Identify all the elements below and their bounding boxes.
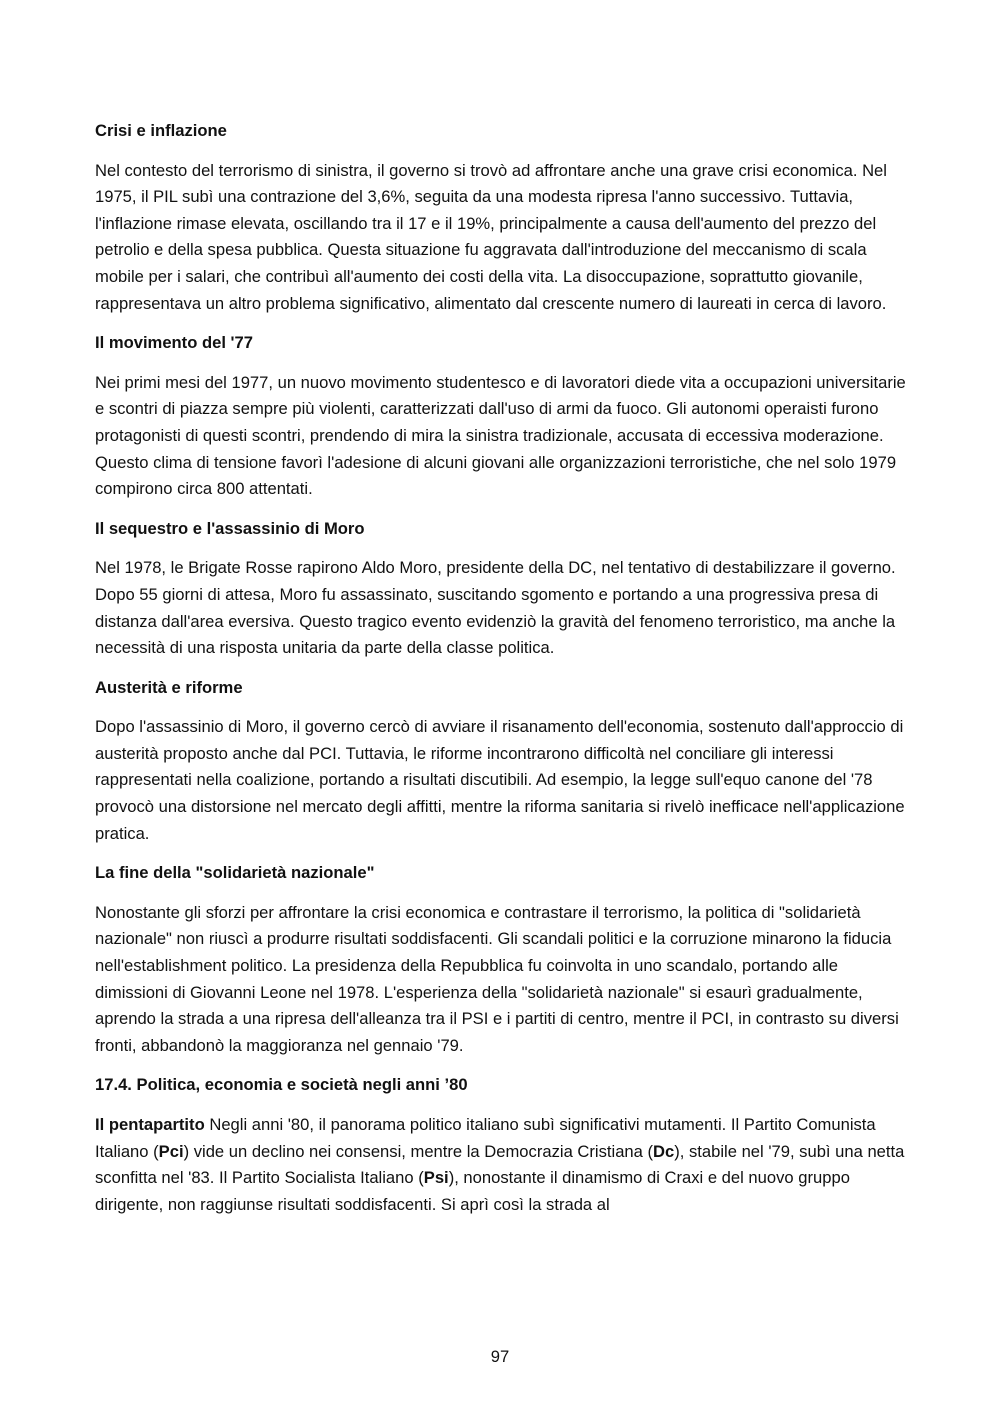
paragraph-fine-solidarieta: Nonostante gli sforzi per affrontare la crisi economica e contrastare il terrorismo, la politica di "solidarietà nazionale" non riuscì a produrre risultati soddisfacenti. Gli scandali politici e la corruzione minarono la fiducia nell'establishment politico. La presidenza della Repubblica fu coinvolta in uno scandalo, portando alle dimissioni di Giovanni Leone nel 1978. L'esperienza della "solidarietà nazionale" si esaurì gradualmente, aprendo la strada a una ripresa dell'alleanza tra il PSI e i partiti di centro, mentre il PCI, in contrasto su diversi fronti, abbandonò la maggioranza nel gennaio '79. bbox=[95, 902, 899, 1055]
document-page bbox=[95, 118, 907, 1231]
paragraph-movimento-77: Nei primi mesi del 1977, un nuovo movimento studentesco e di lavoratori diede vita a occupazioni universitarie e scontri di piazza sempre più violenti, caratterizzati dall'uso di armi da fuoco. Gli autonomi operaisti furono protagonisti di questi scontri, prendendo di mira la sinistra tradizionale, accusata di eccessiva moderazione. Questo clima di tensione favorì l'adesione di alcuni giovani alle organizzazioni terroristiche, che nel solo 1979 compirono circa 800 attentati. bbox=[95, 372, 906, 499]
section-heading-sequestro-moro: Il sequestro e l'assassinio di Moro bbox=[95, 518, 365, 538]
acronym-psi: Psi bbox=[423, 1168, 449, 1188]
chapter-heading: 17.4. Politica, economia e società negli anni ’80 bbox=[95, 1075, 468, 1095]
acronym-pci: Pci bbox=[158, 1141, 184, 1161]
page-number: 97 bbox=[490, 1347, 510, 1366]
text-segment: ), nonostante il dinamismo di Craxi e del nuovo gruppo dirigente, non raggiunse risultati soddisfacenti. Si aprì così la strada al bbox=[95, 1168, 850, 1214]
section-heading-crisi-inflazione: Crisi e inflazione bbox=[95, 121, 227, 140]
text-segment: ), stabile nel '79, subì una netta sconfitta nel '83. Il Partito Socialista Italiano ( bbox=[95, 1141, 905, 1188]
paragraph-pentapartito bbox=[95, 1112, 907, 1218]
paragraph-crisi-inflazione: Nel contesto del terrorismo di sinistra, il governo si trovò ad affrontare anche una grave crisi economica. Nel 1975, il PIL subì una contrazione del 3,6%, seguita da una modesta ripresa l'anno successivo. Tuttavia, l'inflazione rimase elevata, oscillando tra il 17 e il 19%, principalmente a causa dell'aumento del prezzo del petrolio e della spesa pubblica. Questa situazione fu aggravata dall'introduzione del meccanismo di scala mobile per i salari, che contribuì all'aumento dei costi della vita. La disoccupazione, soprattutto giovanile, rappresentava un altro problema significativo, alimentato dal crescente numero di laureati in cerca di lavoro. bbox=[95, 160, 887, 313]
acronym-dc: Dc bbox=[653, 1141, 675, 1161]
paragraph-sequestro-moro: Nel 1978, le Brigate Rosse rapirono Aldo Moro, presidente della DC, nel tentativo di destabilizzare il governo. Dopo 55 giorni di attesa, Moro fu assassinato, suscitando sgomento e portando a una progressiva presa di distanza dall'area eversiva. Questo tragico evento evidenziò la gravità del fenomeno terroristico, ma anche la necessità di una risposta unitaria da parte della classe politica. bbox=[95, 558, 896, 658]
paragraph-austerita-riforme: Dopo l'assassinio di Moro, il governo cercò di avviare il risanamento dell'economia, sostenuto dall'approccio di austerità proposto anche dal PCI. Tuttavia, le riforme incontrarono difficoltà nel conciliare gli interessi rappresentati nella coalizione, portando a risultati discutibili. Ad esempio, la legge sull'equo canone del '78 provocò una distorsione nel mercato degli affitti, mentre la riforma sanitaria si rivelò inefficace nell'applicazione pratica. bbox=[95, 717, 905, 843]
section-heading-austerita-riforme: Austerità e riforme bbox=[95, 677, 243, 697]
text-segment: Negli anni '80, il panorama politico italiano subì significativi mutamenti. Il Partito Comunista Italiano ( bbox=[95, 1115, 876, 1161]
lead-term: Il pentapartito bbox=[95, 1115, 205, 1134]
section-heading-fine-solidarieta: La fine della "solidarietà nazionale" bbox=[95, 863, 375, 883]
section-heading-movimento-77: Il movimento del '77 bbox=[95, 333, 253, 353]
text-segment: ) vide un declino nei consensi, mentre la Democrazia Cristiana ( bbox=[183, 1141, 654, 1161]
